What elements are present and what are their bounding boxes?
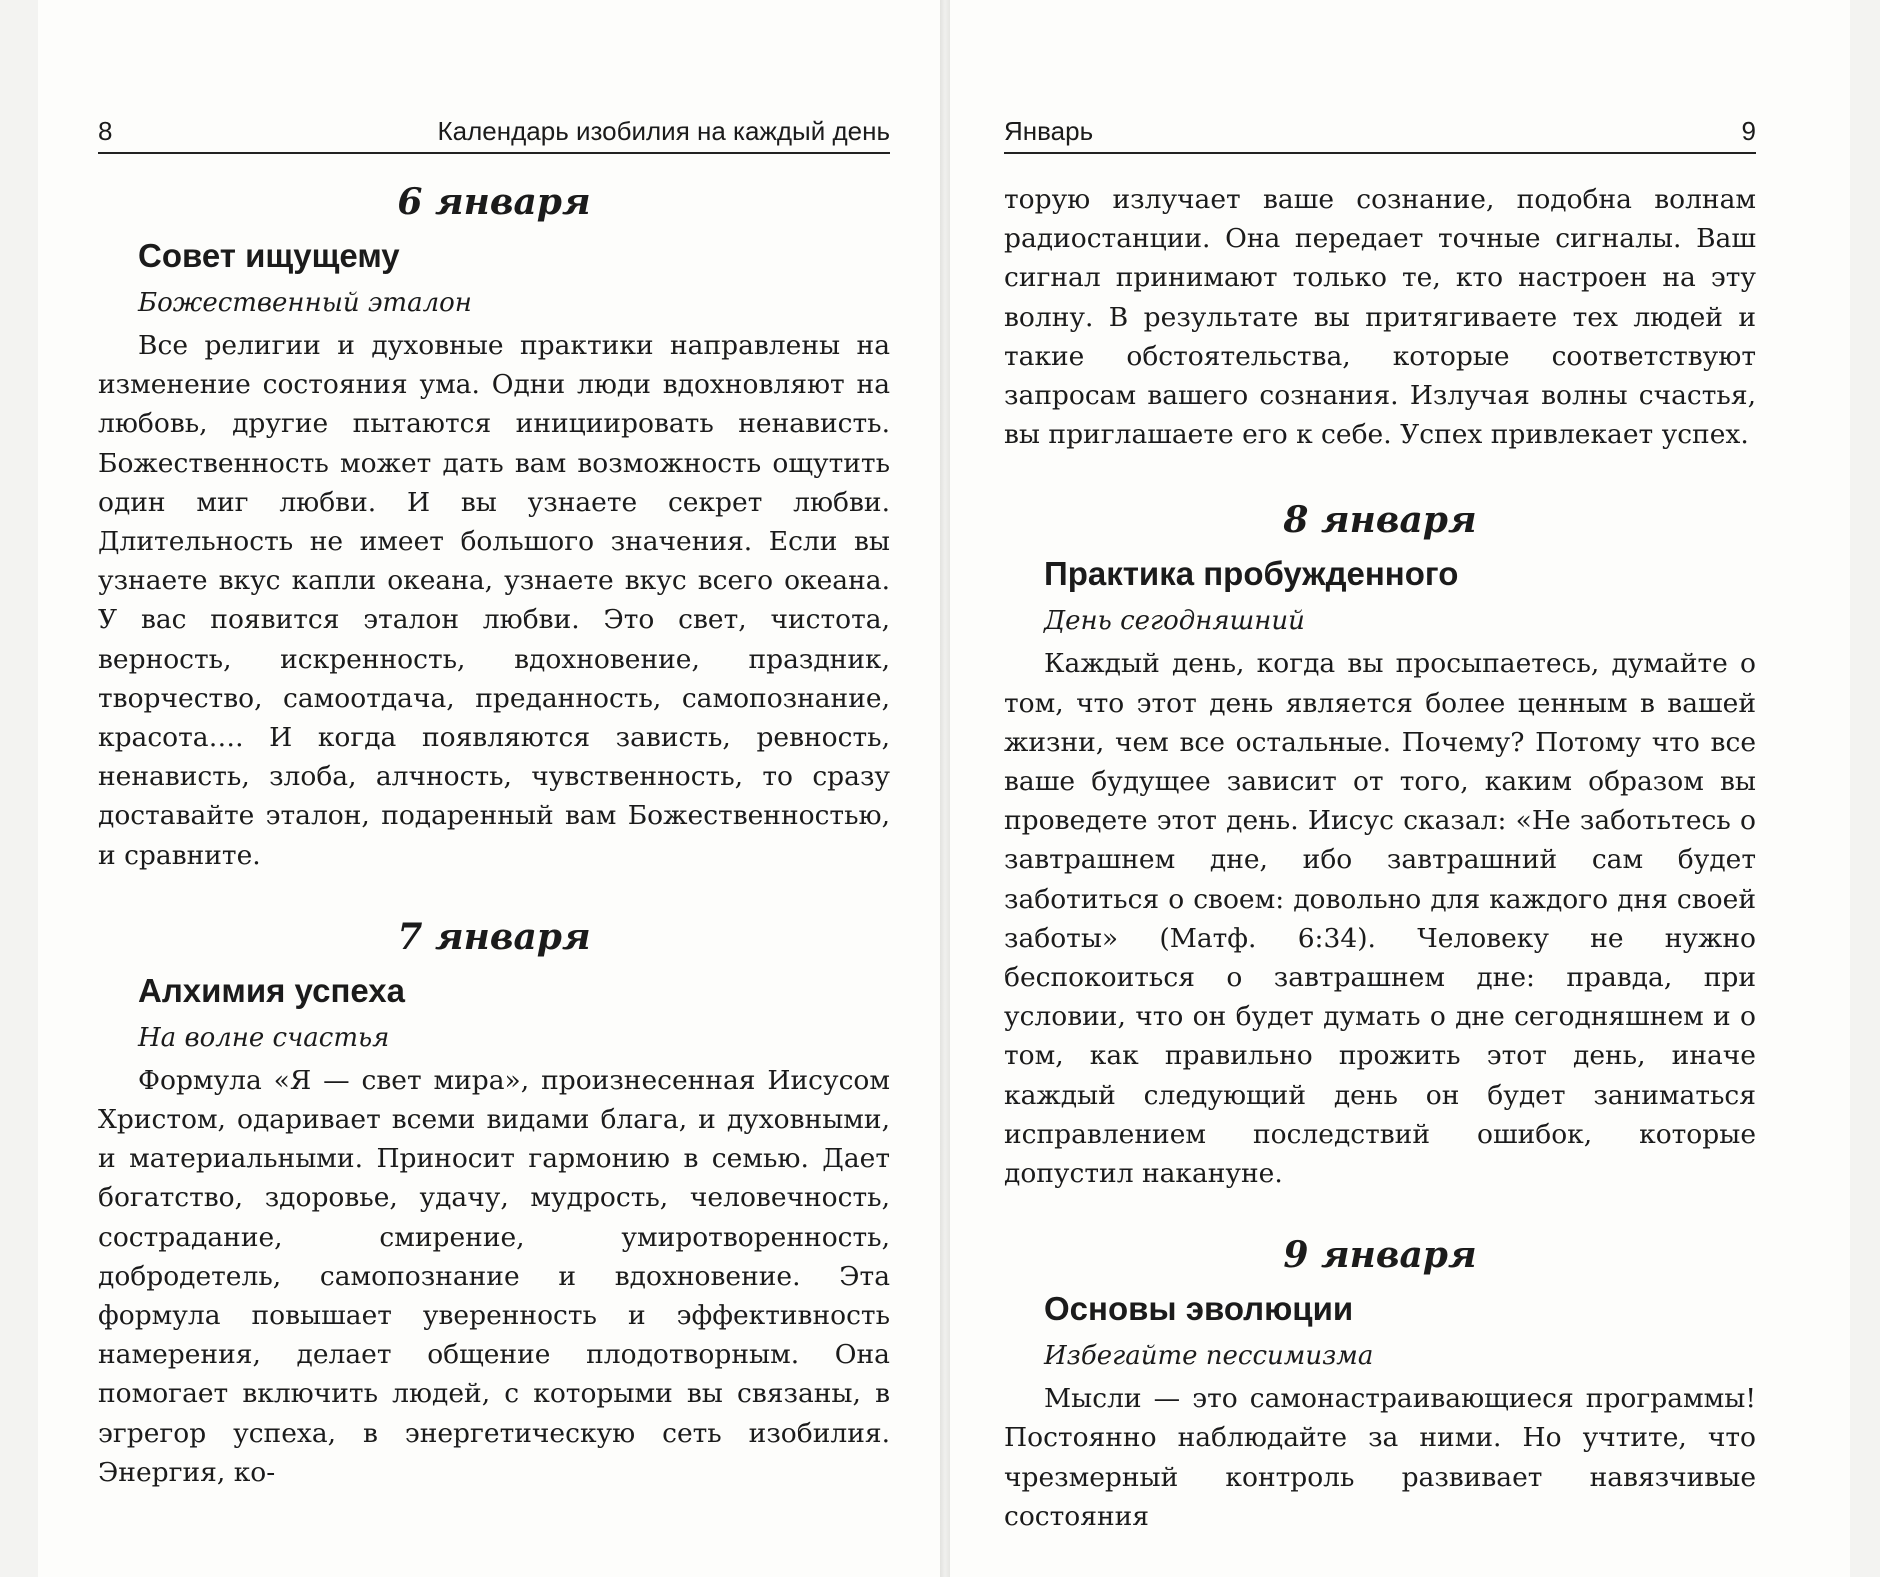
running-title: Календарь изобилия на каждый день xyxy=(437,116,890,146)
entry-january-7 xyxy=(98,915,890,1492)
entry-subtitle: День сегодняшний xyxy=(1044,606,1305,637)
entry-date: 8 января xyxy=(1283,499,1477,542)
left-page-header xyxy=(98,112,890,154)
entry-text: Мысли — это самонастраивающиеся программы! Постоянно наблюдайте за ними. Но учтите, что чрезмерный контроль развивает навязчивые состояния xyxy=(1004,1383,1756,1532)
entry-title: Основы эволюции xyxy=(1044,1290,1354,1328)
entry-title: Алхимия успеха xyxy=(138,971,405,1009)
entry-subtitle: Божественный эталон xyxy=(138,288,472,318)
entry-date: 9 января xyxy=(1283,1234,1477,1277)
entry-january-6 xyxy=(98,180,890,875)
entry-date: 6 января xyxy=(397,181,591,223)
right-page-content xyxy=(1004,180,1756,1576)
entry-title: Практика пробужденного xyxy=(1044,555,1459,593)
entry-subtitle: Избегайте пессимизма xyxy=(1044,1341,1374,1372)
right-page xyxy=(950,0,1850,1577)
entry-title: Совет ищущему xyxy=(138,237,400,274)
page-number: 9 xyxy=(1741,116,1756,146)
page-number: 8 xyxy=(98,116,113,146)
entry-subtitle: На волне счастья xyxy=(138,1022,390,1053)
entry-january-9 xyxy=(1004,1233,1756,1536)
entry-text: Каждый день, когда вы просыпаетесь, думайте о том, что этот день является более ценным в вашей жизни, чем все остальные. Почему? Потому что все ваше будущее зависит от того, каким образом вы проведете этот день. Иисус сказал: «Не заботьтесь о завтрашнем дне, ибо завтрашний сам будет заботиться о своем: довольно для каждого дня своей заботы» (Матф. 6:34). Человеку не нужно беспокоиться о завтрашнем дне: правда, при условии, что он будет думать о дне сегодняшнем и о том, как правильно прожить этот день, иначе каждый следующий день он будет заниматься исправлением последствий ошибок, которые допустил накануне. xyxy=(1004,648,1756,1190)
entry-text: Все религии и духовные практики направлены на изменение состояния ума. Одни люди вдохновляют на любовь, другие пытаются инициировать ненависть. Божественность может дать вам возможность ощутить один миг любви. И вы узнаете секрет любви. Длительность не имеет большого значения. Если вы узнаете вкус капли океана, узнаете вкус всего океана. У вас появится эталон любви. Это свет, чистота, верность, искренность, вдохновение, праздник, творчество, самоотдача, преданность, самопознание, красота…. И когда появляются зависть, ревность, ненависть, злоба, алчность, чувственность, то сразу доставайте эталон, подаренный вам Божественностью, и сравните. xyxy=(98,330,890,871)
entry-text: Формула «Я — свет мира», произнесенная Иисусом Христом, одаривает всеми видами блага, и духовными, и материальными. Приносит гармонию в семью. Дает богатство, здоровье, удачу, мудрость, человечность, сострадание, смирение, умиротворенность, добродетель, самопознание и вдохновение. Эта формула повышает уверенность и эффективность намерения, делает общение плодотворным. Она помогает включить людей, с которыми вы связаны, в эгрегор успеха, в энергетическую сеть изобилия. Энергия, ко- xyxy=(98,1064,890,1488)
right-page-header xyxy=(1004,112,1756,154)
left-page xyxy=(38,0,940,1577)
entry-date: 7 января xyxy=(397,915,591,958)
book-gutter xyxy=(940,0,950,1577)
entry-january-8 xyxy=(1004,498,1756,1193)
running-title: Январь xyxy=(1004,116,1094,146)
left-page-content xyxy=(98,180,890,1532)
continuation-text: торую излучает ваше сознание, подобна волнам радиостанции. Она передает точные сигналы. Ваш сигнал принимают только те, кто настроен на эту волну. В результате вы притягиваете тех людей и такие обстоятельства, которые соответствуют запросам вашего сознания. Излучая волны счастья, вы приглашаете его к себе. Успех привлекает успех. xyxy=(1004,184,1756,451)
entry-continuation xyxy=(1004,180,1756,454)
